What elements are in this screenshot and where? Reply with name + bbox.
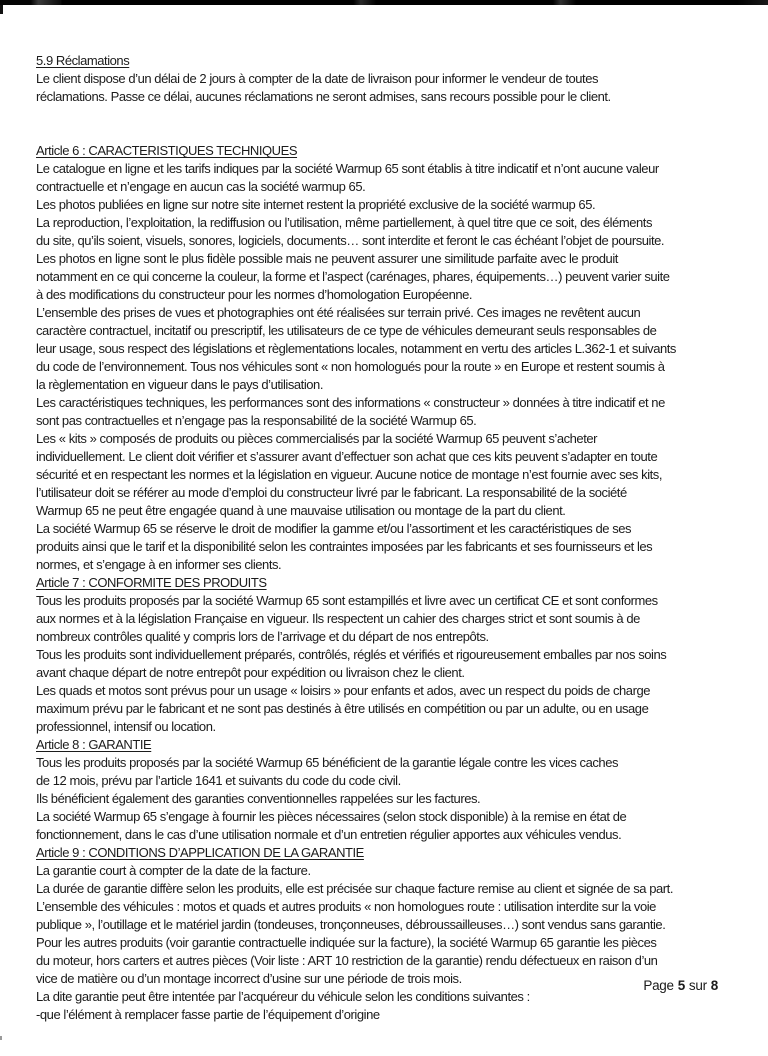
text-line: Le client dispose d’un délai de 2 jours à compter de la date de livraison pour informer le vendeur de toutes (36, 71, 599, 86)
text-line: Tous les produits sont individuellement préparés, contrôlés, réglés et vérifiés et rigoureusement emballes par nos soins (36, 647, 667, 662)
text-line: l’utilisateur doit se référer au mode d’emploi du constructeur livré par le fabricant. La responsabilité de la société (36, 485, 627, 500)
text-line: Ils bénéficient également des garanties conventionnelles rappelées sur les factures. (36, 791, 481, 806)
article-9-conditions-application-garantie (36, 844, 746, 1024)
text-line: leur usage, sous respect des législations et règlementations locales, notamment en vertu des articles L.362-1 et suivants (36, 341, 676, 356)
text-line: Les caractéristiques techniques, les performances sont des informations « constructeur » données à titre indicatif et ne (36, 395, 665, 410)
text-line: fonctionnement, dans le cas d’une utilisation normale et d’un entretien régulier apportes aux véhicules vendus. (36, 827, 622, 842)
text-line: aux normes et à la législation Française en vigueur. Ils respectent un cahier des charges strict et sont soumis à de (36, 611, 640, 626)
text-line: de 12 mois, prévu par l’article 1641 et suivants du code du code civil. (36, 773, 401, 788)
footer-page-label: Page (643, 978, 674, 993)
text-line: avant chaque départ de notre entrepôt pour expédition ou livraison chez le client. (36, 665, 465, 680)
text-line: Les « kits » composés de produits ou pièces commercialisés par la société Warmup 65 peuvent s’acheter (36, 431, 598, 446)
text-line: contractuelle et n’engage en aucun cas la société warmup 65. (36, 179, 366, 194)
text-line: L’ensemble des prises de vues et photographies ont été réalisées sur terrain privé. Ces images ne revêtent aucun (36, 305, 641, 320)
article-7-conformite-des-produits (36, 574, 746, 736)
text-line: notamment en ce qui concerne la couleur, la forme et l’aspect (carénages, phares, équipements…) peuvent varier suite (36, 269, 670, 284)
text-line: la règlementation en vigueur dans le pays d’utilisation. (36, 377, 323, 392)
footer-total-pages: 8 (710, 978, 718, 993)
scan-artifact-top-bar (0, 0, 768, 5)
section-5-9-reclamations (36, 52, 746, 106)
footer-separator: sur (688, 978, 707, 993)
section-heading: Article 9 : CONDITIONS D’APPLICATION DE LA GARANTIE (36, 845, 364, 860)
text-line: nombreux contrôles qualité y compris lors de l’arrivage et du départ de nos entrepôts. (36, 629, 489, 644)
section-heading: Article 8 : GARANTIE (36, 737, 152, 752)
section-heading: 5.9 Réclamations (36, 53, 130, 68)
text-line: vice de matière ou d’un montage incorrect d’usine sur une période de trois mois. (36, 971, 462, 986)
text-line: -que l’élément à remplacer fasse partie de l’équipement d’origine (36, 1007, 380, 1022)
text-line: Tous les produits proposés par la société Warmup 65 bénéficient de la garantie légale contre les vices caches (36, 755, 619, 770)
text-line: maximum prévu par le fabricant et ne sont pas destinés à être utilisés en compétition ou par un adulte, ou en usage (36, 701, 649, 716)
text-line: Pour les autres produits (voir garantie contractuelle indiquée sur la facture), la société Warmup 65 garantie les pièces (36, 935, 657, 950)
text-line: normes, et s’engage à en informer ses clients. (36, 557, 282, 572)
text-line: caractère contractuel, incitatif ou prescriptif, les utilisateurs de ce type de véhicules demeurant seuls responsables de (36, 323, 657, 338)
text-line: sécurité et en respectant les normes et la législation en vigueur. Aucune notice de montage n’est fournie avec ses kits, (36, 467, 663, 482)
text-line: à des modifications du constructeur pour les normes d’homologation Européenne. (36, 287, 473, 302)
text-line: La durée de garantie diffère selon les produits, elle est précisée sur chaque facture remise au client et signée de sa part. (36, 881, 673, 896)
text-line: Warmup 65 ne peut être engagée quand à une mauvaise utilisation ou montage de la part du client. (36, 503, 566, 518)
text-line: Les photos publiées en ligne sur notre site internet restent la propriété exclusive de la société warmup 65. (36, 197, 596, 212)
text-line: La société Warmup 65 s’engage à fournir les pièces nécessaires (selon stock disponible) à la remise en état de (36, 809, 627, 824)
text-line: Les quads et motos sont prévus pour un usage « loisirs » pour enfants et ados, avec un respect du poids de charge (36, 683, 651, 698)
text-line: du code de l’environnement. Tous nos véhicules sont « non homologués pour la route » en Europe et restent soumis à (36, 359, 665, 374)
text-line: L’ensemble des véhicules : motos et quads et autres produits « non homologues route : utilisation interdite sur la voie (36, 899, 656, 914)
footer-page-number: 5 (677, 978, 685, 993)
text-line: La garantie court à compter de la date de la facture. (36, 863, 311, 878)
section-heading: Article 6 : CARACTERISTIQUES TECHNIQUES (36, 143, 298, 158)
text-line: réclamations. Passe ce délai, aucunes réclamations ne seront admises, sans recours possible pour le client. (36, 89, 611, 104)
text-line: sont pas contractuelles et n’engage pas la responsabilité de la société Warmup 65. (36, 413, 477, 428)
text-line: publique », l’outillage et le matériel jardin (tondeuses, tronçonneuses, débroussailleuses…) sont vendus sans garantie. (36, 917, 666, 932)
scan-artifact-speck (0, 1036, 2, 1040)
text-line: Le catalogue en ligne et les tarifs indiques par la société Warmup 65 sont établis à titre indicatif et n’ont aucune valeur (36, 161, 659, 176)
text-line: La reproduction, l’exploitation, la rediffusion ou l’utilisation, même partiellement, à quel titre que ce soit, des éléments (36, 215, 652, 230)
text-line: du moteur, hors carters et autres pièces (Voir liste : ART 10 restriction de la garantie) rendu défectueux en raison d’un (36, 953, 658, 968)
scan-artifact-notch (0, 5, 3, 14)
text-line: professionnel, intensif ou location. (36, 719, 216, 734)
document-body (36, 52, 746, 1024)
article-6-caracteristiques-techniques (36, 142, 746, 574)
text-line: individuellement. Le client doit vérifier et s’assurer avant d’effectuer son achat que ces kits peuvent s’adapter en toute (36, 449, 658, 464)
article-8-garantie (36, 736, 746, 844)
text-line: Les photos en ligne sont le plus fidèle possible mais ne peuvent assurer une similitude parfaite avec le produit (36, 251, 618, 266)
text-line: Tous les produits proposés par la société Warmup 65 sont estampillés et livre avec un certificat CE et sont conformes (36, 593, 658, 608)
page-footer (643, 977, 718, 995)
text-line: du site, qu’ils soient, visuels, sonores, logiciels, documents… sont interdite et feront le cas échéant l’objet de poursuite. (36, 233, 665, 248)
text-line: La société Warmup 65 se réserve le droit de modifier la gamme et/ou l’assortiment et les caractéristiques de ses (36, 521, 632, 536)
section-heading: Article 7 : CONFORMITE DES PRODUITS (36, 575, 267, 590)
text-line: produits ainsi que le tarif et la disponibilité selon les contraintes imposées par les fabricants et ses fournisseurs et les (36, 539, 653, 554)
text-line: La dite garantie peut être intentée par l’acquéreur du véhicule selon les conditions suivantes : (36, 989, 530, 1004)
